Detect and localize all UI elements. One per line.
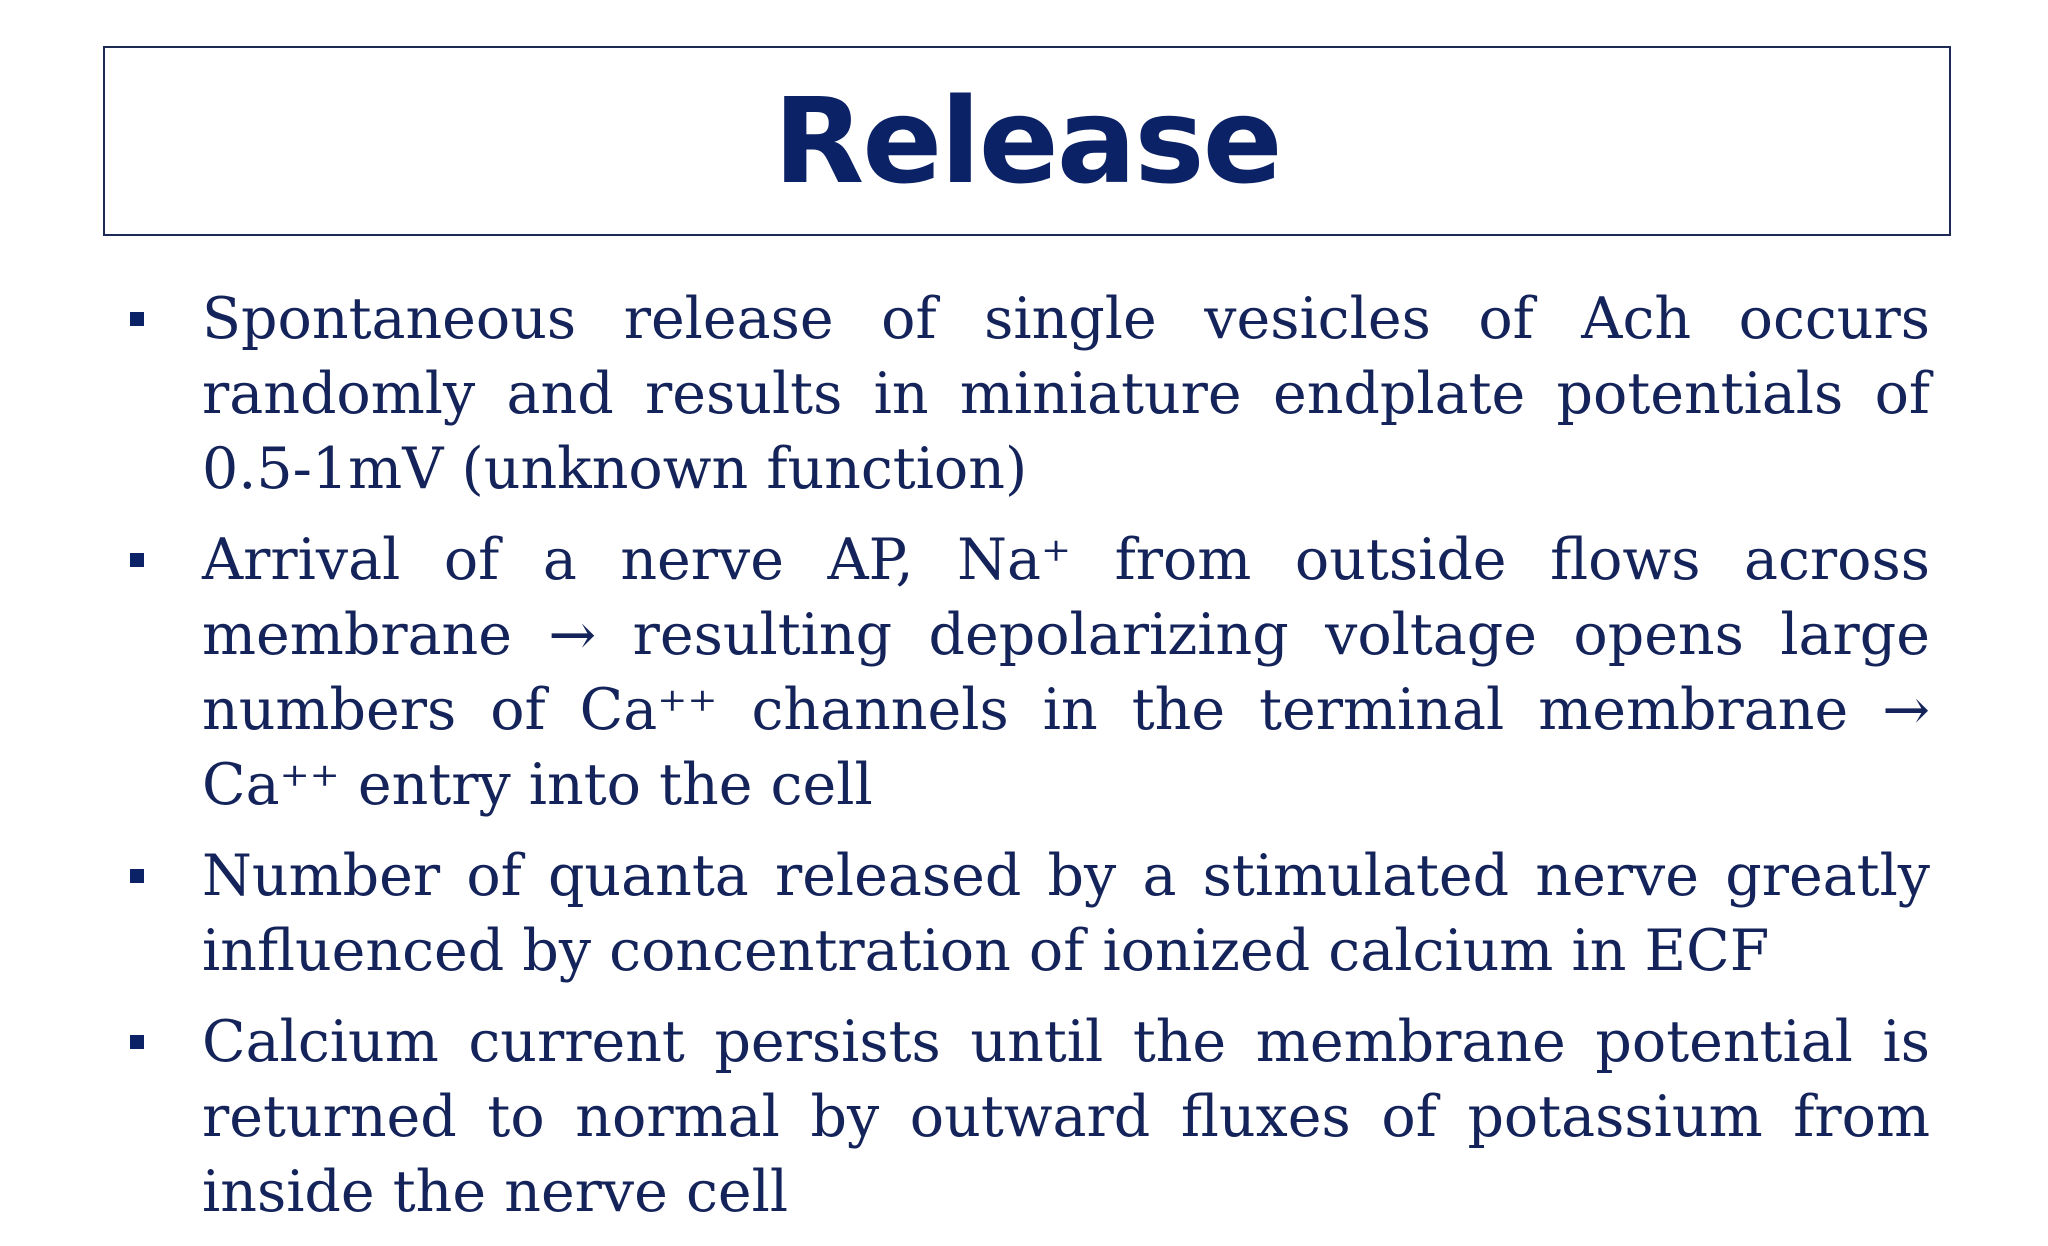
bullet-text: Calcium current persists until the membrane potential is returned to normal by outward fluxes of potassium from inside the nerve cell <box>202 1009 1930 1225</box>
square-bullet-icon <box>130 1035 144 1049</box>
bullet-text: Spontaneous release of single vesicles of Ach occurs randomly and results in miniature endplate potentials of 0.5-1mV (unknown function) <box>202 286 1930 502</box>
bullet-item-1 <box>130 282 1930 507</box>
slide-title: Release <box>773 72 1281 210</box>
square-bullet-icon <box>130 869 144 883</box>
bullet-text: Arrival of a nerve AP, Na⁺ from outside flows across membrane → resulting depolarizing voltage opens large numbers of Ca⁺⁺ channels in the terminal membrane → Ca⁺⁺ entry into the cell <box>202 527 1930 818</box>
bullet-item-4 <box>130 1005 1930 1230</box>
bullet-text: Number of quanta released by a stimulated nerve greatly influenced by concentration of ionized calcium in ECF <box>202 843 1930 984</box>
square-bullet-icon <box>130 312 144 326</box>
title-box <box>103 46 1951 236</box>
bullet-list <box>130 282 1930 1246</box>
square-bullet-icon <box>130 553 144 567</box>
bullet-item-3 <box>130 839 1930 989</box>
bullet-item-2 <box>130 523 1930 823</box>
